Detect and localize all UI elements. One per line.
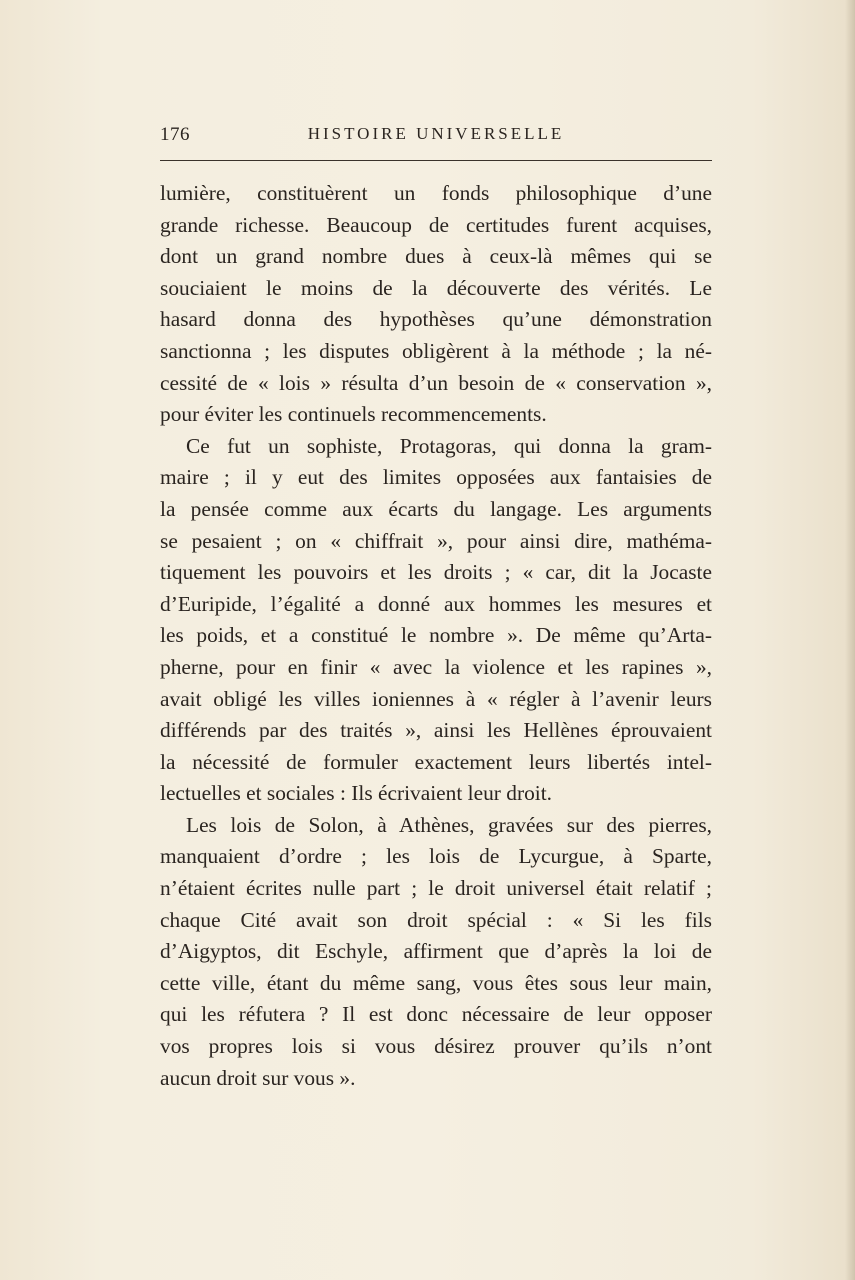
text-line: qui les réfutera ? Il est donc nécessaire de leur opposer <box>160 1002 712 1027</box>
text-line: chaque Cité avait son droit spécial : « Si les fils <box>160 907 712 932</box>
text-line: lectuelles et sociales : Ils écrivaient leur droit. <box>160 781 553 806</box>
text-line: manquaient d’ordre ; les lois de Lycurgue, à Sparte, <box>160 844 712 869</box>
text-line: différends par des traités », ainsi les Hellènes éprouvaient <box>160 718 712 743</box>
text-line: Les lois de Solon, à Athènes, gravées sur des pierres, <box>186 812 712 837</box>
text-line: pour éviter les continuels recommencements. <box>160 402 547 427</box>
running-header <box>160 124 712 154</box>
text-line: la nécessité de formuler exactement leurs libertés intel- <box>160 749 712 774</box>
text-line: pherne, pour en finir « avec la violence et les rapines », <box>160 654 712 679</box>
page-edge-shadow <box>845 0 855 1280</box>
text-line: d’Euripide, l’égalité a donné aux hommes les mesures et <box>160 591 712 616</box>
text-line: lumière, constituèrent un fonds philosophique d’une <box>160 181 712 205</box>
text-line: grande richesse. Beaucoup de certitudes furent acquises, <box>160 212 712 237</box>
text-line: avait obligé les villes ioniennes à « régler à l’avenir leurs <box>160 686 712 711</box>
paragraph-1 <box>160 178 712 431</box>
text-line: vos propres lois si vous désirez prouver qu’ils n’ont <box>160 1034 712 1059</box>
paragraph-2 <box>160 431 712 810</box>
header-rule <box>160 160 712 161</box>
body-text <box>160 178 712 1094</box>
paragraph-3 <box>160 810 712 1094</box>
text-line: hasard donna des hypothèses qu’une démonstration <box>160 307 712 332</box>
running-title: HISTOIRE UNIVERSELLE <box>307 124 565 143</box>
text-line: d’Aigyptos, dit Eschyle, affirment que d’après la loi de <box>160 939 712 964</box>
text-line: la pensée comme aux écarts du langage. Les arguments <box>160 496 712 521</box>
text-line: cessité de « lois » résulta d’un besoin de « conservation », <box>160 370 712 395</box>
text-line: n’étaient écrites nulle part ; le droit universel était relatif ; <box>160 876 712 901</box>
text-line: sanctionna ; les disputes obligèrent à la méthode ; la né- <box>160 338 712 363</box>
text-line: cette ville, étant du même sang, vous êtes sous leur main, <box>160 970 712 995</box>
text-line: Ce fut un sophiste, Protagoras, qui donna la gram- <box>186 433 712 458</box>
text-line: se pesaient ; on « chiffrait », pour ainsi dire, mathéma- <box>160 528 712 553</box>
text-line: dont un grand nombre dues à ceux-là mêmes qui se <box>160 244 712 269</box>
text-line: souciaient le moins de la découverte des vérités. Le <box>160 275 712 300</box>
text-line: les poids, et a constitué le nombre ». De même qu’Arta- <box>160 623 712 648</box>
text-line: maire ; il y eut des limites opposées aux fantaisies de <box>160 465 712 490</box>
text-line: tiquement les pouvoirs et les droits ; « car, dit la Jocaste <box>160 560 712 585</box>
page-number: 176 <box>160 124 190 145</box>
text-line: aucun droit sur vous ». <box>160 1065 356 1090</box>
